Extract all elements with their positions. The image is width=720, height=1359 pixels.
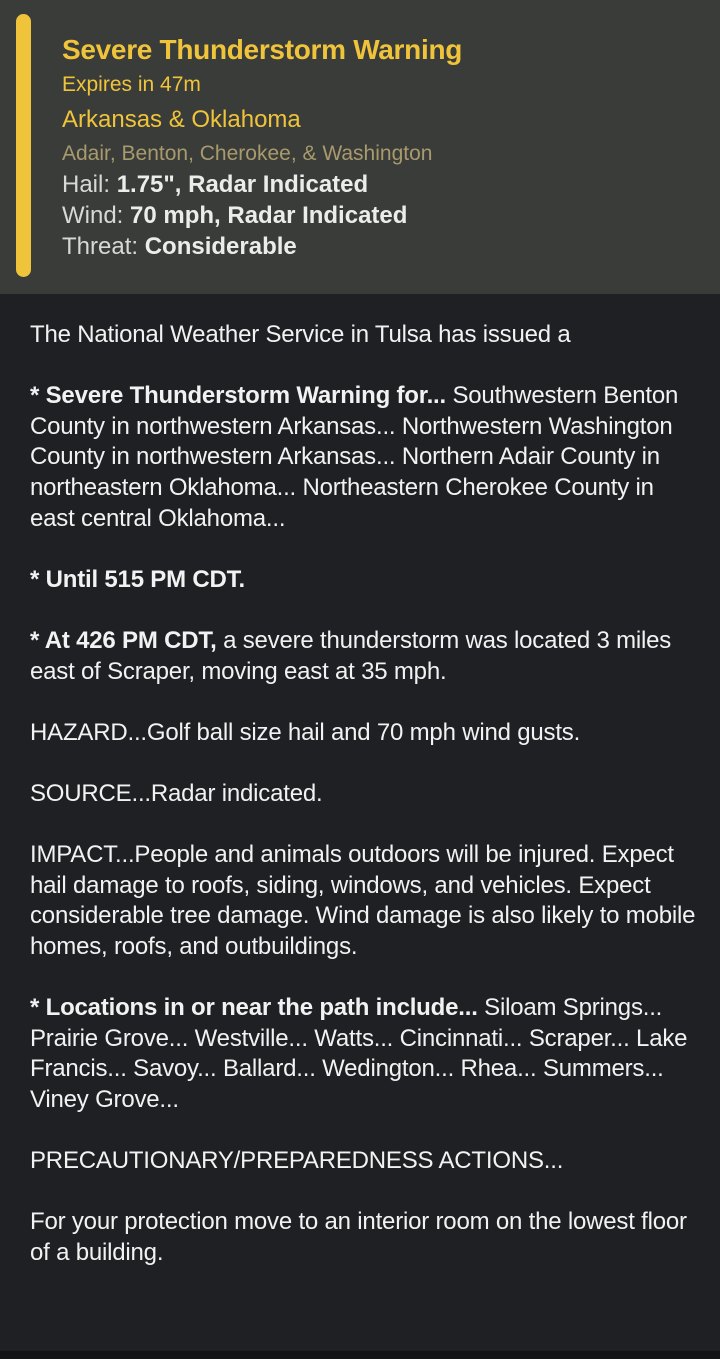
precaution-paragraph: For your protection move to an interior room on the lowest floor of a building. bbox=[30, 1208, 687, 1266]
wind-value: 70 mph, Radar Indicated bbox=[130, 202, 408, 229]
warning-areas: Southwestern Benton County in northwestern Arkansas... Northwestern Washington County in northwestern Arkansas... Northern Adair County in northeastern Oklahoma... Northeastern Cherokee County in east central Oklahoma... bbox=[30, 382, 679, 532]
locations-heading: * Locations in or near the path include... bbox=[30, 994, 478, 1022]
wind-label: Wind: bbox=[62, 202, 131, 229]
wind-detail bbox=[62, 200, 704, 231]
hail-detail bbox=[62, 169, 704, 200]
time-heading: * At 426 PM CDT, bbox=[30, 626, 217, 654]
alert-expiry: Expires in 47m bbox=[62, 73, 201, 96]
alert-message-body[interactable] bbox=[0, 294, 720, 1359]
threat-value: Considerable bbox=[144, 233, 297, 260]
hazard-paragraph: HAZARD...Golf ball size hail and 70 mph wind gusts. bbox=[30, 718, 581, 746]
impact-paragraph: IMPACT...People and animals outdoors will be injured. Expect hail damage to roofs, siding, windows, and vehicles. Expect considerable tree damage. Wind damage is also likely to mobile homes, roofs, and outbuildings. bbox=[30, 841, 696, 960]
bottom-edge bbox=[0, 1351, 720, 1359]
warning-paragraph bbox=[30, 381, 700, 534]
alert-message-text bbox=[30, 320, 700, 1268]
threat-detail bbox=[62, 231, 704, 262]
severity-accent-bar bbox=[16, 14, 31, 277]
until-paragraph: * Until 515 PM CDT. bbox=[30, 565, 245, 593]
alert-title: Severe Thunderstorm Warning bbox=[62, 34, 463, 65]
alert-counties: Adair, Benton, Cherokee, & Washington bbox=[62, 142, 433, 165]
alert-region: Arkansas & Oklahoma bbox=[62, 106, 301, 133]
precaution-heading: PRECAUTIONARY/PREPAREDNESS ACTIONS... bbox=[30, 1147, 564, 1175]
locations-paragraph bbox=[30, 993, 700, 1115]
alert-header[interactable] bbox=[0, 0, 720, 294]
locations-list: Siloam Springs... Prairie Grove... Westville... Watts... Cincinnati... Scraper... Lake Francis... Savoy... Ballard... Wedington... Rhea... Summers... Viney Grove... bbox=[30, 994, 688, 1113]
intro-paragraph: The National Weather Service in Tulsa has issued a bbox=[30, 321, 571, 348]
source-paragraph: SOURCE...Radar indicated. bbox=[30, 779, 323, 807]
warning-heading: * Severe Thunderstorm Warning for... bbox=[30, 382, 446, 410]
hail-value: 1.75", Radar Indicated bbox=[116, 171, 369, 198]
storm-location: a severe thunderstorm was located 3 miles east of Scraper, moving east at 35 mph. bbox=[30, 626, 672, 685]
threat-label: Threat: bbox=[62, 233, 145, 260]
alert-summary bbox=[62, 30, 704, 262]
hail-label: Hail: bbox=[62, 171, 117, 198]
location-paragraph bbox=[30, 626, 700, 687]
